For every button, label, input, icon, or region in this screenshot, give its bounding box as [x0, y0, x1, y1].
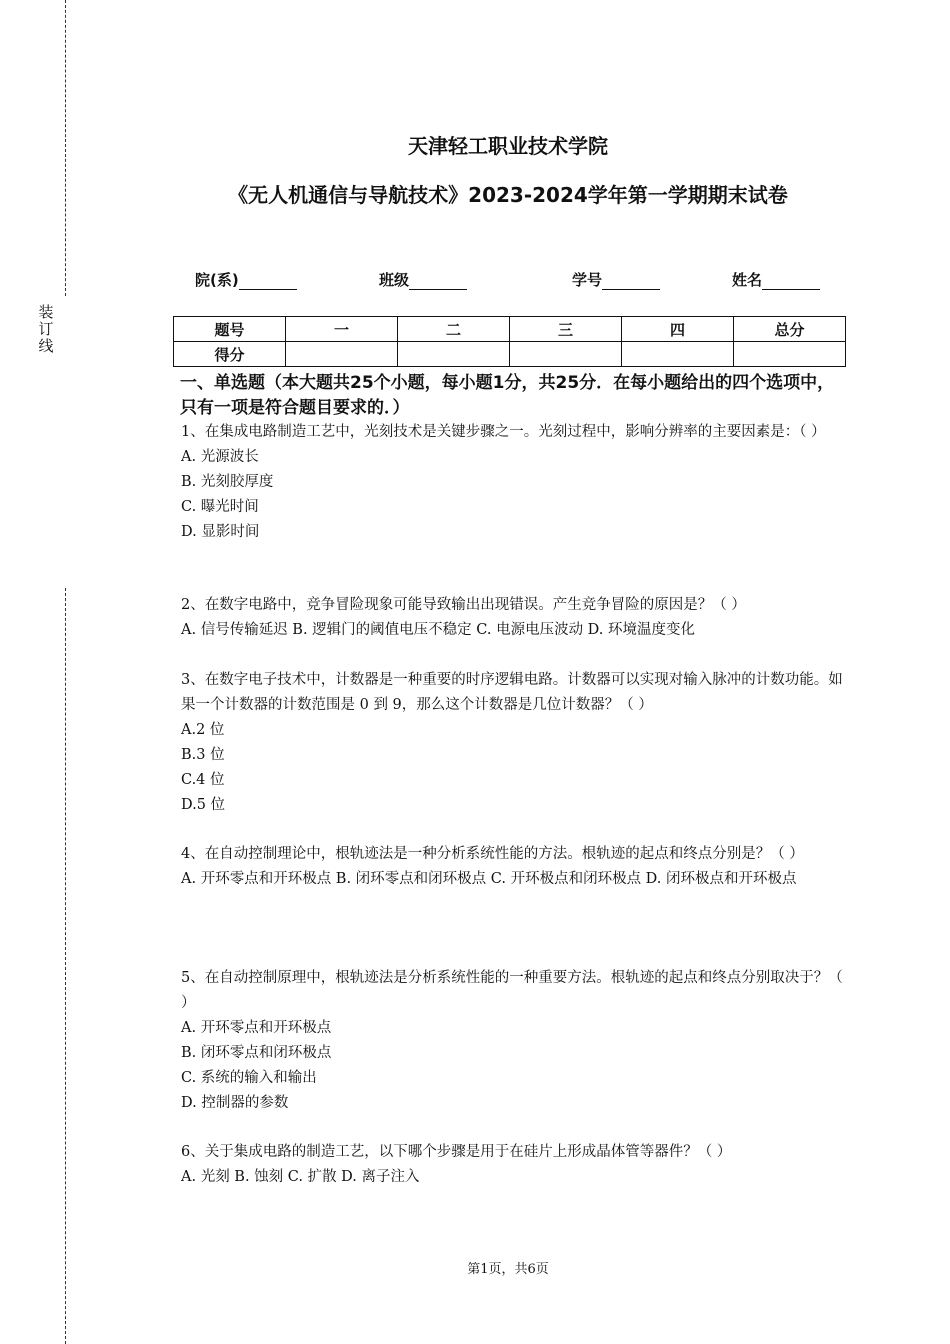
- question-2: [181, 593, 846, 643]
- binding-char: 线: [38, 337, 54, 355]
- option-d: D.5 位: [181, 797, 226, 813]
- score-cell[interactable]: [622, 342, 734, 367]
- page-number: 第1页，共6页: [467, 1262, 549, 1277]
- student-info-row: [0, 269, 950, 293]
- option-a: A. 光源波长: [181, 449, 259, 465]
- score-header-cell: 二: [398, 317, 510, 342]
- section-title: 一、单选题（本大题共25个小题，每小题1分，共25分．在每小题给出的四个选项中，只有一项是符合题目要求的．）: [180, 373, 835, 418]
- option-a: A.2 位: [181, 722, 225, 738]
- option-a: A. 开环零点和开环极点: [181, 1020, 332, 1036]
- binding-dashed-line-bottom: [65, 588, 66, 1344]
- student-id-field[interactable]: [572, 269, 660, 290]
- dept-blank[interactable]: [239, 274, 297, 290]
- class-label: 班级: [379, 271, 410, 289]
- score-header-cell: 三: [510, 317, 622, 342]
- question-stem: 2、在数字电路中，竞争冒险现象可能导致输出出现错误。产生竞争冒险的原因是？（ ）: [181, 597, 746, 613]
- question-1: [181, 420, 846, 545]
- score-cell[interactable]: [286, 342, 398, 367]
- question-4: [181, 842, 846, 892]
- dept-label: 院(系): [195, 271, 239, 289]
- question-stem: 1、在集成电路制造工艺中，光刻技术是关键步骤之一。光刻过程中，影响分辨率的主要因素是：（ ）: [181, 424, 826, 440]
- question-stem: 3、在数字电子技术中，计数器是一种重要的时序逻辑电路。计数器可以实现对输入脉冲的计数功能。如果一个计数器的计数范围是 0 到 9，那么这个计数器是几位计数器？（ ）: [181, 672, 843, 713]
- option-c: C. 曝光时间: [181, 499, 259, 515]
- name-blank[interactable]: [762, 274, 820, 290]
- question-stem: 4、在自动控制理论中，根轨迹法是一种分析系统性能的方法。根轨迹的起点和终点分别是？（ ）: [181, 846, 804, 862]
- score-cell[interactable]: [734, 342, 846, 367]
- dept-field[interactable]: [195, 269, 297, 290]
- class-blank[interactable]: [409, 274, 467, 290]
- score-table-header-row: [174, 317, 846, 342]
- name-label: 姓名: [732, 271, 763, 289]
- class-field[interactable]: [379, 269, 467, 290]
- options-inline: A. 光刻 B. 蚀刻 C. 扩散 D. 离子注入: [181, 1169, 420, 1185]
- score-table-score-row: [174, 342, 846, 367]
- score-row-label: 得分: [174, 342, 286, 367]
- options-inline: A. 开环零点和开环极点 B. 闭环零点和闭环极点 C. 开环极点和闭环极点 D. 闭环极点和开环极点: [181, 871, 797, 887]
- question-5: [181, 966, 846, 1116]
- student-id-blank[interactable]: [602, 274, 660, 290]
- option-c: C.4 位: [181, 772, 225, 788]
- score-header-cell: 一: [286, 317, 398, 342]
- binding-label: [38, 304, 54, 355]
- option-c: C. 系统的输入和输出: [181, 1070, 317, 1086]
- option-d: D. 控制器的参数: [181, 1095, 289, 1111]
- option-b: B. 闭环零点和闭环极点: [181, 1045, 332, 1061]
- name-field[interactable]: [732, 269, 820, 290]
- question-stem: 5、在自动控制原理中，根轨迹法是分析系统性能的一种重要方法。根轨迹的起点和终点分别取决于？（ ）: [181, 970, 843, 1011]
- options-inline: A. 信号传输延迟 B. 逻辑门的阈值电压不稳定 C. 电源电压波动 D. 环境温度变化: [181, 622, 696, 638]
- score-header-cell: 总分: [734, 317, 846, 342]
- question-stem: 6、关于集成电路的制造工艺，以下哪个步骤是用于在硅片上形成晶体管等器件？（ ）: [181, 1144, 732, 1160]
- score-header-cell: 题号: [174, 317, 286, 342]
- score-header-cell: 四: [622, 317, 734, 342]
- score-cell[interactable]: [398, 342, 510, 367]
- exam-title: 《无人机通信与导航技术》2023-2024学年第一学期期末试卷: [228, 183, 788, 207]
- question-3: [181, 668, 846, 818]
- score-cell[interactable]: [510, 342, 622, 367]
- option-d: D. 显影时间: [181, 524, 260, 540]
- option-b: B.3 位: [181, 747, 225, 763]
- school-title: 天津轻工职业技术学院: [408, 134, 608, 158]
- question-6: [181, 1140, 846, 1190]
- binding-char: 装: [38, 303, 54, 321]
- score-table: [173, 316, 846, 367]
- student-id-label: 学号: [572, 271, 603, 289]
- option-b: B. 光刻胶厚度: [181, 474, 274, 490]
- binding-char: 订: [38, 320, 54, 338]
